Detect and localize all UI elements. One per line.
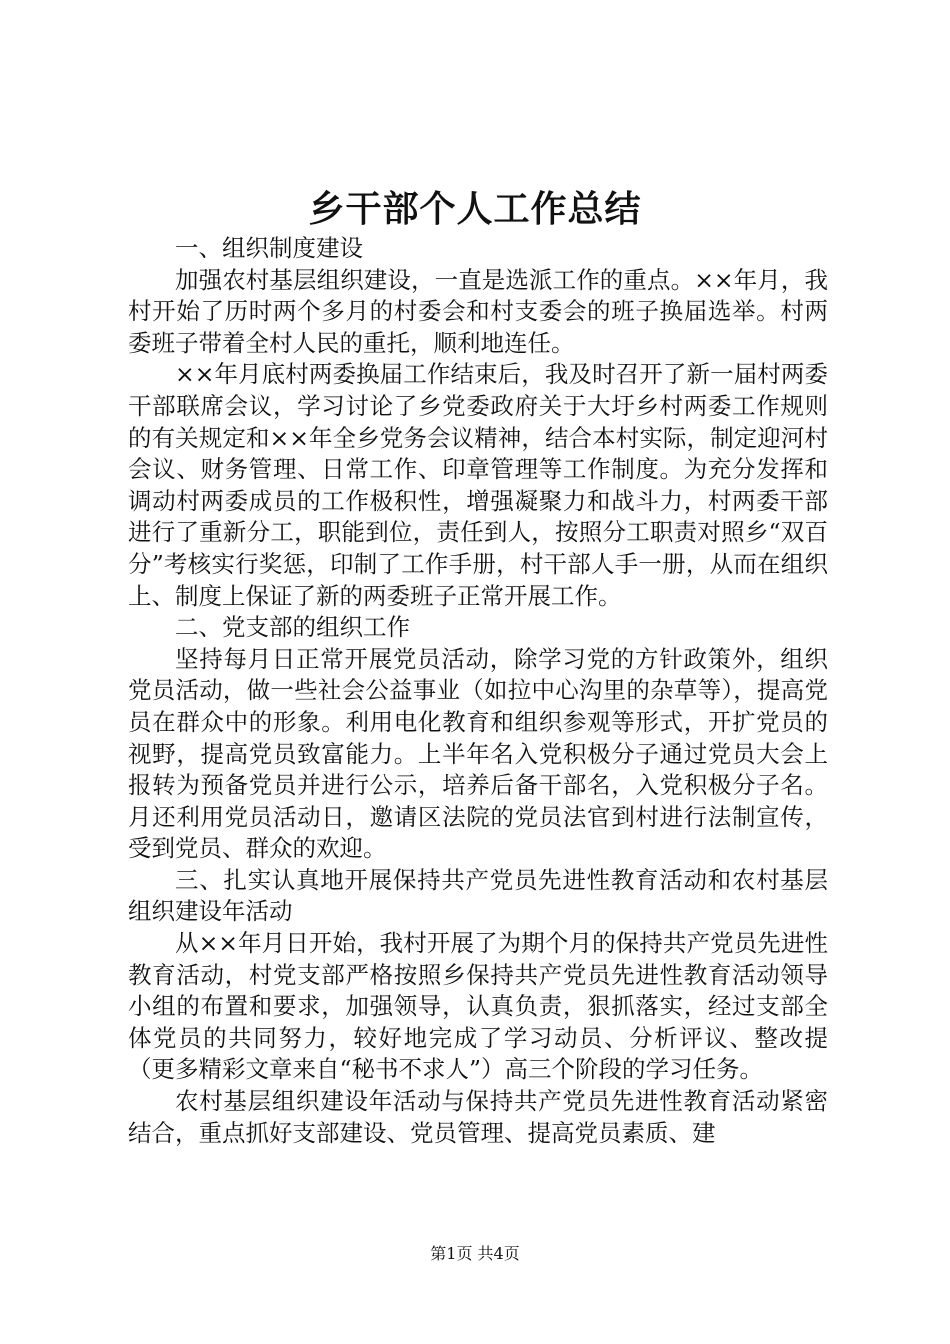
- paragraph: ××年月底村两委换届工作结束后，我及时召开了新一届村两委干部联席会议，学习讨论了乡党委政府关于大圩乡村两委工作规则的有关规定和××年全乡党务会议精神，结合本村实际，制定迎河村会议、财务管理、日常工作、印章管理等工作制度。为充分发挥和调动村两委成员的工作极积性，增强凝聚力和战斗力，村两委干部进行了重新分工，职能到位，责任到人，按照分工职责对照乡“双百分”考核实行奖惩，印制了工作手册，村干部人手一册，从而在组织上、制度上保证了新的两委班子正常开展工作。: [128, 360, 828, 610]
- section-heading-3: 三、扎实认真地开展保持共产党员先进性教育活动和农村基层组织建设年活动: [128, 865, 828, 926]
- paragraph: 从××年月日开始，我村开展了为期个月的保持共产党员先进性教育活动，村党支部严格按照乡保持共产党员先进性教育活动领导小组的布置和要求，加强领导，认真负责，狠抓落实，经过支部全体党员的共同努力，较好地完成了学习动员、分析评议、整改提（更多精彩文章来自“秘书不求人”）高三个阶段的学习任务。: [128, 929, 828, 1084]
- paragraph: 加强农村基层组织建设，一直是选派工作的重点。××年月，我村开始了历时两个多月的村委会和村支委会的班子换届选举。村两委班子带着全村人民的重托，顺利地连任。: [128, 265, 828, 357]
- paragraph: 坚持每月日正常开展党员活动，除学习党的方针政策外，组织党员活动，做一些社会公益事业（如拉中心沟里的杂草等），提高党员在群众中的形象。利用电化教育和组织参观等形式，开扩党员的视野，提高党员致富能力。上半年名入党积极分子通过党员大会上报转为预备党员并进行公示，培养后备干部名，入党积极分子名。月还利用党员活动日，邀请区法院的党员法官到村进行法制宣传，受到党员、群众的欢迎。: [128, 644, 828, 863]
- page-footer: 第1页 共4页: [430, 1244, 520, 1263]
- document-body: [128, 233, 828, 1149]
- document-title: 乡干部个人工作总结: [308, 188, 642, 230]
- section-heading-2: 二、党支部的组织工作: [175, 613, 410, 642]
- section-heading-1: 一、组织制度建设: [175, 234, 363, 262]
- paragraph: 农村基层组织建设年活动与保持共产党员先进性教育活动紧密结合，重点抓好支部建设、党员管理、提高党员素质、建: [128, 1087, 828, 1147]
